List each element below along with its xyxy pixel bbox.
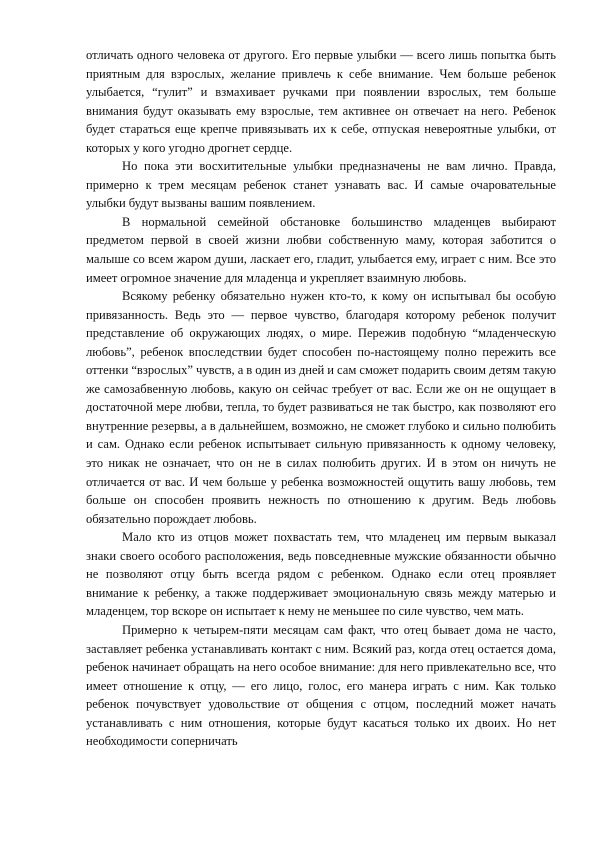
paragraph: Примерно к четырем-пяти месяцам сам факт, что отец бывает дома не часто, заставляет ребенка устанавливать контакт с ним. Всякий раз, когда отец остается дома, ребенок начинает обращать на него особое внимание: для него привлекательно все, что имеет отношение к отцу, — его лицо, голос, его манера играть с ним. Как только ребенок почувствует удовольствие от общения с отцом, последний может начать устанавливать с ним отношения, которые будут касаться только их двоих. Но нет необходимости соперничать	[86, 622, 556, 749]
paragraph: Но пока эти восхитительные улыбки предназначены не вам лично. Правда, примерно к трем месяцам ребенок станет узнавать вас. И самые очаровательные улыбки будут вызваны вашим появлением.	[86, 159, 556, 211]
paragraph: отличать одного человека от другого. Его первые улыбки — всего лишь попытка быть приятным для взрослых, желание привлечь к себе внимание. Чем больше ребенок улыбается, “гулит” и взмахивает ручками при появлении взрослых, тем больше внимания будут оказывать ему взрослые, тем активнее он отвечает на него. Ребенок будет стараться еще крепче привязывать их к себе, отпуская невероятные улыбки, от которых у кого угодно дрогнет сердце.	[86, 48, 556, 155]
paragraph: Мало кто из отцов может похвастать тем, что младенец им первым выказал знаки своего особого расположения, ведь повседневные мужские обязанности обычно не позволяют отцу быть всегда рядом с ребенком. Однако если отец проявляет внимание к ребенку, а также поддерживает эмоциональную связь между матерью и младенцем, тор вскоре он испытает к нему не меньшее по силе чувство, чем мать.	[86, 530, 556, 619]
paragraph: Всякому ребенку обязательно нужен кто-то, к кому он испытывал бы особую привязанность. Ведь это — первое чувство, благодаря которому ребенок получит представление об окружающих людях, о мире. Пережив подобную “младенческую любовь”, ребенок впоследствии будет способен по-настоящему полно пережить все оттенки “взрослых” чувств, а в один из дней и сам сможет подарить своим детям такую же самозабвенную любовь, какую он сейчас требует от вас. Если же он не ощущает в достаточной мере любви, тепла, то будет развиваться не так быстро, как позволяют его внутренние резервы, а в дальнейшем, возможно, не сможет глубоко и сильно полюбить и сам. Однако если ребенок испытывает сильную привязанность к одному человеку, это никак не означает, что он не в силах полюбить других. И в этом он ничуть не отличается от вас. И чем больше у ребенка возможностей ощутить вашу любовь, тем больше он способен проявить нежность по отношению к другим. Ведь любовь обязательно порождает любовь.	[86, 289, 556, 526]
paragraph: В нормальной семейной обстановке большинство младенцев выбирают предметом первой в своей жизни любви собственную маму, которая заботится о малыше со всем жаром души, ласкает его, гладит, улыбается ему, играет с ним. Все это имеет огромное значение для младенца и укрепляет взаимную любовь.	[86, 214, 556, 285]
body-text	[86, 46, 556, 751]
